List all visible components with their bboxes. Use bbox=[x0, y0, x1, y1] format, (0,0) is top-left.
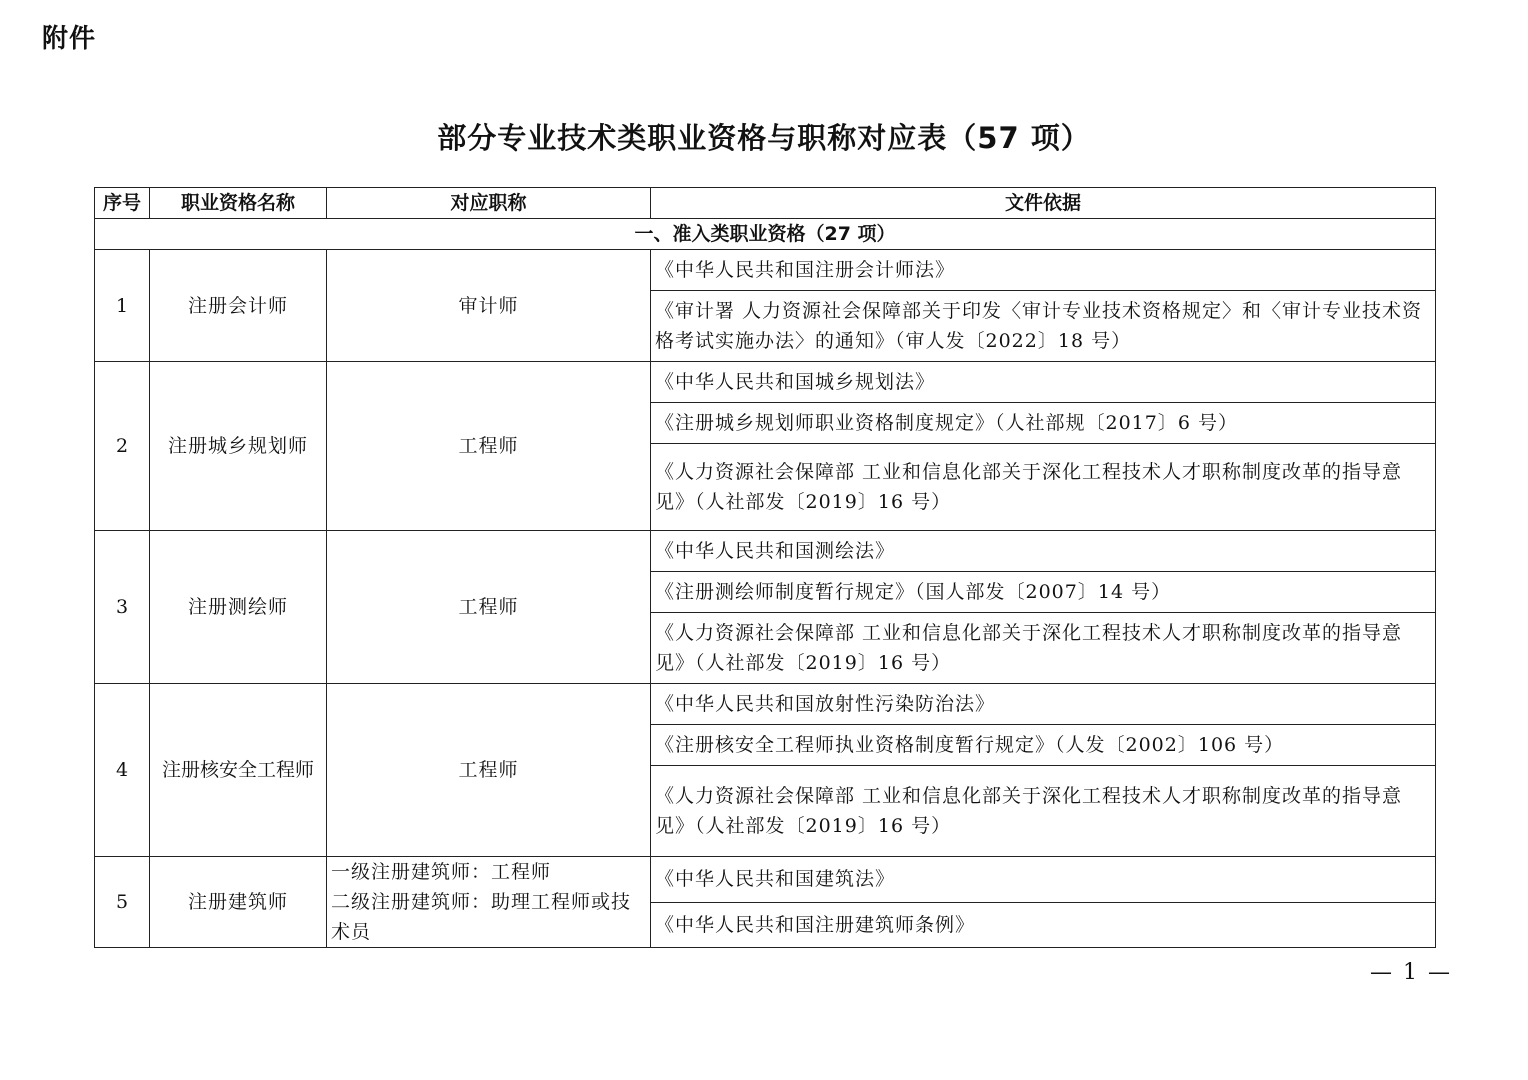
basis-document: 《人力资源社会保障部 工业和信息化部关于深化工程技术人才职称制度改革的指导意见》（人社部发〔2019〕16 号） bbox=[651, 766, 1436, 857]
header-title: 对应职称 bbox=[327, 188, 651, 219]
table-row bbox=[95, 531, 1436, 572]
basis-document: 《中华人民共和国测绘法》 bbox=[651, 531, 1436, 572]
row-num: 3 bbox=[95, 531, 150, 684]
basis-document: 《注册测绘师制度暂行规定》（国人部发〔2007〕14 号） bbox=[651, 572, 1436, 613]
table-row bbox=[95, 250, 1436, 291]
basis-document: 《中华人民共和国城乡规划法》 bbox=[651, 362, 1436, 403]
row-num: 2 bbox=[95, 362, 150, 531]
title-line: 一级注册建筑师：工程师 bbox=[331, 861, 552, 883]
table-header-row bbox=[95, 188, 1436, 219]
header-basis: 文件依据 bbox=[651, 188, 1436, 219]
table-row bbox=[95, 857, 1436, 903]
basis-document: 《审计署 人力资源社会保障部关于印发〈审计专业技术资格规定〉和〈审计专业技术资格考试实施办法〉的通知》（审人发〔2022〕18 号） bbox=[651, 291, 1436, 362]
qualification-name: 注册测绘师 bbox=[150, 531, 327, 684]
qualification-name: 注册建筑师 bbox=[150, 857, 327, 948]
corresponding-title bbox=[327, 857, 651, 948]
basis-document: 《注册核安全工程师执业资格制度暂行规定》（人发〔2002〕106 号） bbox=[651, 725, 1436, 766]
basis-document: 《中华人民共和国注册会计师法》 bbox=[651, 250, 1436, 291]
basis-document: 《人力资源社会保障部 工业和信息化部关于深化工程技术人才职称制度改革的指导意见》（人社部发〔2019〕16 号） bbox=[651, 444, 1436, 531]
table-row bbox=[95, 362, 1436, 403]
qualification-table bbox=[94, 187, 1436, 948]
corresponding-title: 审计师 bbox=[327, 250, 651, 362]
document-title: 部分专业技术类职业资格与职称对应表（57 项） bbox=[437, 121, 1091, 155]
row-num: 1 bbox=[95, 250, 150, 362]
row-num: 4 bbox=[95, 684, 150, 857]
qualification-name: 注册核安全工程师 bbox=[150, 684, 327, 857]
row-num: 5 bbox=[95, 857, 150, 948]
header-num: 序号 bbox=[95, 188, 150, 219]
title-line: 二级注册建筑师：助理工程师或技术员 bbox=[331, 891, 632, 943]
header-qualification: 职业资格名称 bbox=[150, 188, 327, 219]
page-number: — 1 — bbox=[1370, 960, 1452, 985]
basis-document: 《中华人民共和国建筑法》 bbox=[651, 857, 1436, 903]
qualification-name: 注册城乡规划师 bbox=[150, 362, 327, 531]
corresponding-title: 工程师 bbox=[327, 684, 651, 857]
attachment-label: 附件 bbox=[42, 24, 97, 54]
basis-document: 《人力资源社会保障部 工业和信息化部关于深化工程技术人才职称制度改革的指导意见》（人社部发〔2019〕16 号） bbox=[651, 613, 1436, 684]
basis-document: 《注册城乡规划师职业资格制度规定》（人社部规〔2017〕6 号） bbox=[651, 403, 1436, 444]
corresponding-title: 工程师 bbox=[327, 531, 651, 684]
corresponding-title: 工程师 bbox=[327, 362, 651, 531]
section-title: 一、准入类职业资格（27 项） bbox=[95, 219, 1436, 250]
table-row bbox=[95, 684, 1436, 725]
basis-document: 《中华人民共和国注册建筑师条例》 bbox=[651, 902, 1436, 948]
section-row bbox=[95, 219, 1436, 250]
qualification-name: 注册会计师 bbox=[150, 250, 327, 362]
basis-document: 《中华人民共和国放射性污染防治法》 bbox=[651, 684, 1436, 725]
